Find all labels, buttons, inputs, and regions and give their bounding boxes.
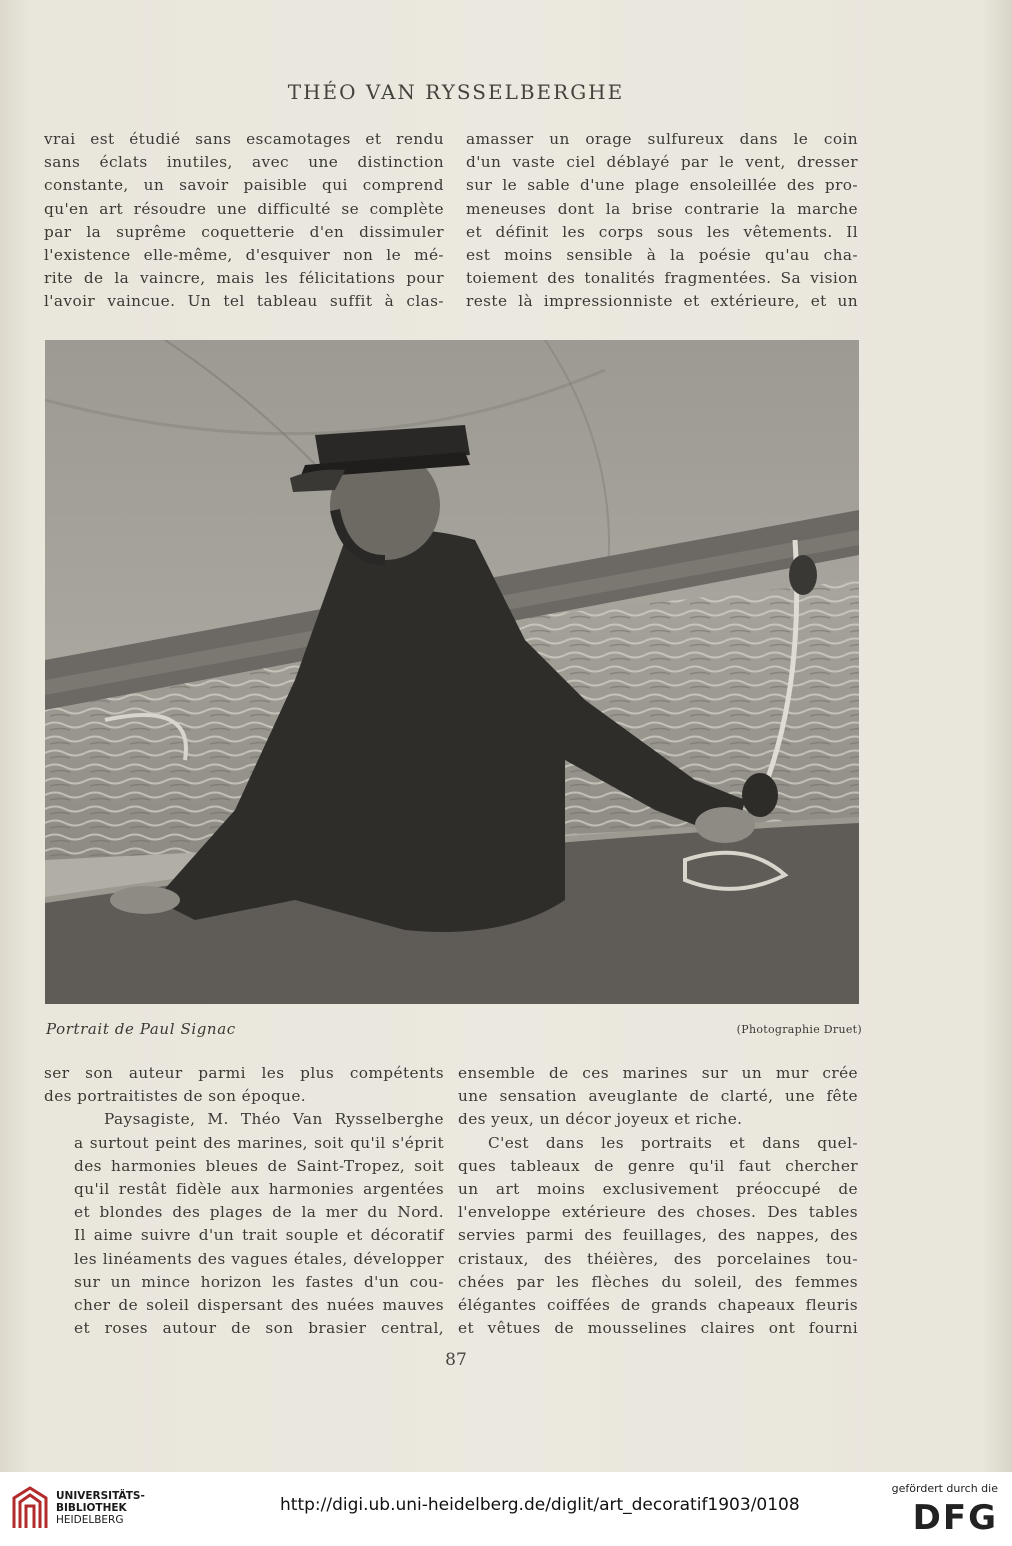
text-line: C'est dans les portraits et dans quel-	[488, 1133, 858, 1152]
text-line: des portraitistes de son époque.	[44, 1087, 307, 1106]
text-line: ques tableaux de genre qu'il faut chercher	[458, 1156, 858, 1175]
text-line: a surtout peint des marines, soit qu'il s'éprit	[74, 1133, 444, 1152]
text-line: l'existence elle-même, d'esquiver non le mé-	[44, 246, 444, 265]
text-line: sur le sable d'une plage ensoleillée des pro-	[466, 176, 858, 195]
text-line: chées par les flèches du soleil, des femmes	[458, 1272, 858, 1291]
text-line: rite de la vaincre, mais les félicitations pour	[44, 269, 444, 288]
running-head: THÉO VAN RYSSELBERGHE	[287, 80, 625, 104]
text-line: sans éclats inutiles, avec une distinction	[44, 153, 444, 172]
photo-illustration	[45, 340, 859, 1004]
text-column-bottom-right	[458, 1062, 858, 1340]
text-line: une sensation aveuglante de clarté, une fête	[458, 1087, 858, 1106]
text-line: est moins sensible à la poésie qu'au cha-	[466, 246, 858, 265]
portrait-photograph	[45, 340, 859, 1004]
text-line: qu'il restât fidèle aux harmonies argentées	[74, 1180, 444, 1199]
text-line: des yeux, un décor joyeux et riche.	[458, 1110, 743, 1129]
text-line: d'un vaste ciel déblayé par le vent, dresser	[466, 153, 858, 172]
text-line: ser son auteur parmi les plus compétents	[44, 1064, 444, 1082]
text-column-bottom-left	[44, 1062, 444, 1340]
text-line: un art moins exclusivement préoccupé de	[458, 1180, 858, 1199]
text-line: vrai est étudié sans escamotages et rendu	[44, 130, 444, 148]
funding-label: gefördert durch die	[891, 1482, 998, 1495]
library-name-line: UNIVERSITÄTS-	[56, 1490, 145, 1502]
text-line: cher de soleil dispersant des nuées mauves	[74, 1296, 444, 1315]
text-line: élégantes coiffées de grands chapeaux fleuris	[458, 1296, 858, 1315]
text-line: Il aime suivre d'un trait souple et décoratif	[74, 1226, 444, 1245]
text-line: l'enveloppe extérieure des choses. Des tables	[458, 1203, 858, 1222]
text-line: reste là impressionniste et extérieure, et un	[466, 292, 858, 311]
text-line: des harmonies bleues de Saint-Tropez, soit	[74, 1156, 444, 1175]
library-name	[56, 1490, 145, 1526]
text-line: servies parmi des feuillages, des nappes, des	[458, 1226, 858, 1245]
text-line: qu'en art résoudre une difficulté se complète	[44, 199, 444, 218]
text-line: cristaux, des théières, des porcelaines tou-	[458, 1249, 858, 1268]
text-line: par la suprême coquetterie d'en dissimuler	[44, 222, 444, 241]
library-logo-icon	[10, 1484, 50, 1532]
text-line: Paysagiste, M. Théo Van Rysselberghe	[104, 1110, 444, 1129]
text-line: les linéaments des vagues étales, développer	[74, 1249, 444, 1268]
digitization-footer	[0, 1472, 1012, 1546]
dfg-logo: DFG	[912, 1498, 998, 1538]
text-line: ensemble de ces marines sur un mur crée	[458, 1064, 858, 1082]
source-url-link[interactable]: http://digi.ub.uni-heidelberg.de/diglit/art_decoratif1903/0108	[280, 1495, 800, 1515]
text-line: constante, un savoir paisible qui comprend	[44, 176, 444, 195]
text-column-top-right	[466, 128, 858, 314]
figure-caption: Portrait de Paul Signac	[46, 1020, 236, 1038]
text-column-top-left	[44, 128, 444, 314]
photo-credit: (Photographie Druet)	[736, 1023, 862, 1036]
text-line: et définit les corps sous les vêtements. Il	[466, 222, 858, 241]
page-number: 87	[445, 1350, 467, 1370]
text-line: sur un mince horizon les fastes d'un cou-	[74, 1272, 444, 1291]
text-line: toiement des tonalités fragmentées. Sa vision	[466, 269, 858, 288]
text-line: et vêtues de mousselines claires ont fourni	[458, 1319, 858, 1338]
text-line: amasser un orage sulfureux dans le coin	[466, 130, 858, 148]
text-line: et roses autour de son brasier central,	[74, 1319, 444, 1338]
library-name-line: BIBLIOTHEK	[56, 1502, 127, 1514]
text-line: l'avoir vaincue. Un tel tableau suffit à clas-	[44, 292, 444, 311]
text-line: meneuses dont la brise contrarie la marche	[466, 199, 858, 218]
library-name-line: HEIDELBERG	[56, 1514, 124, 1526]
text-line: et blondes des plages de la mer du Nord.	[74, 1203, 444, 1222]
